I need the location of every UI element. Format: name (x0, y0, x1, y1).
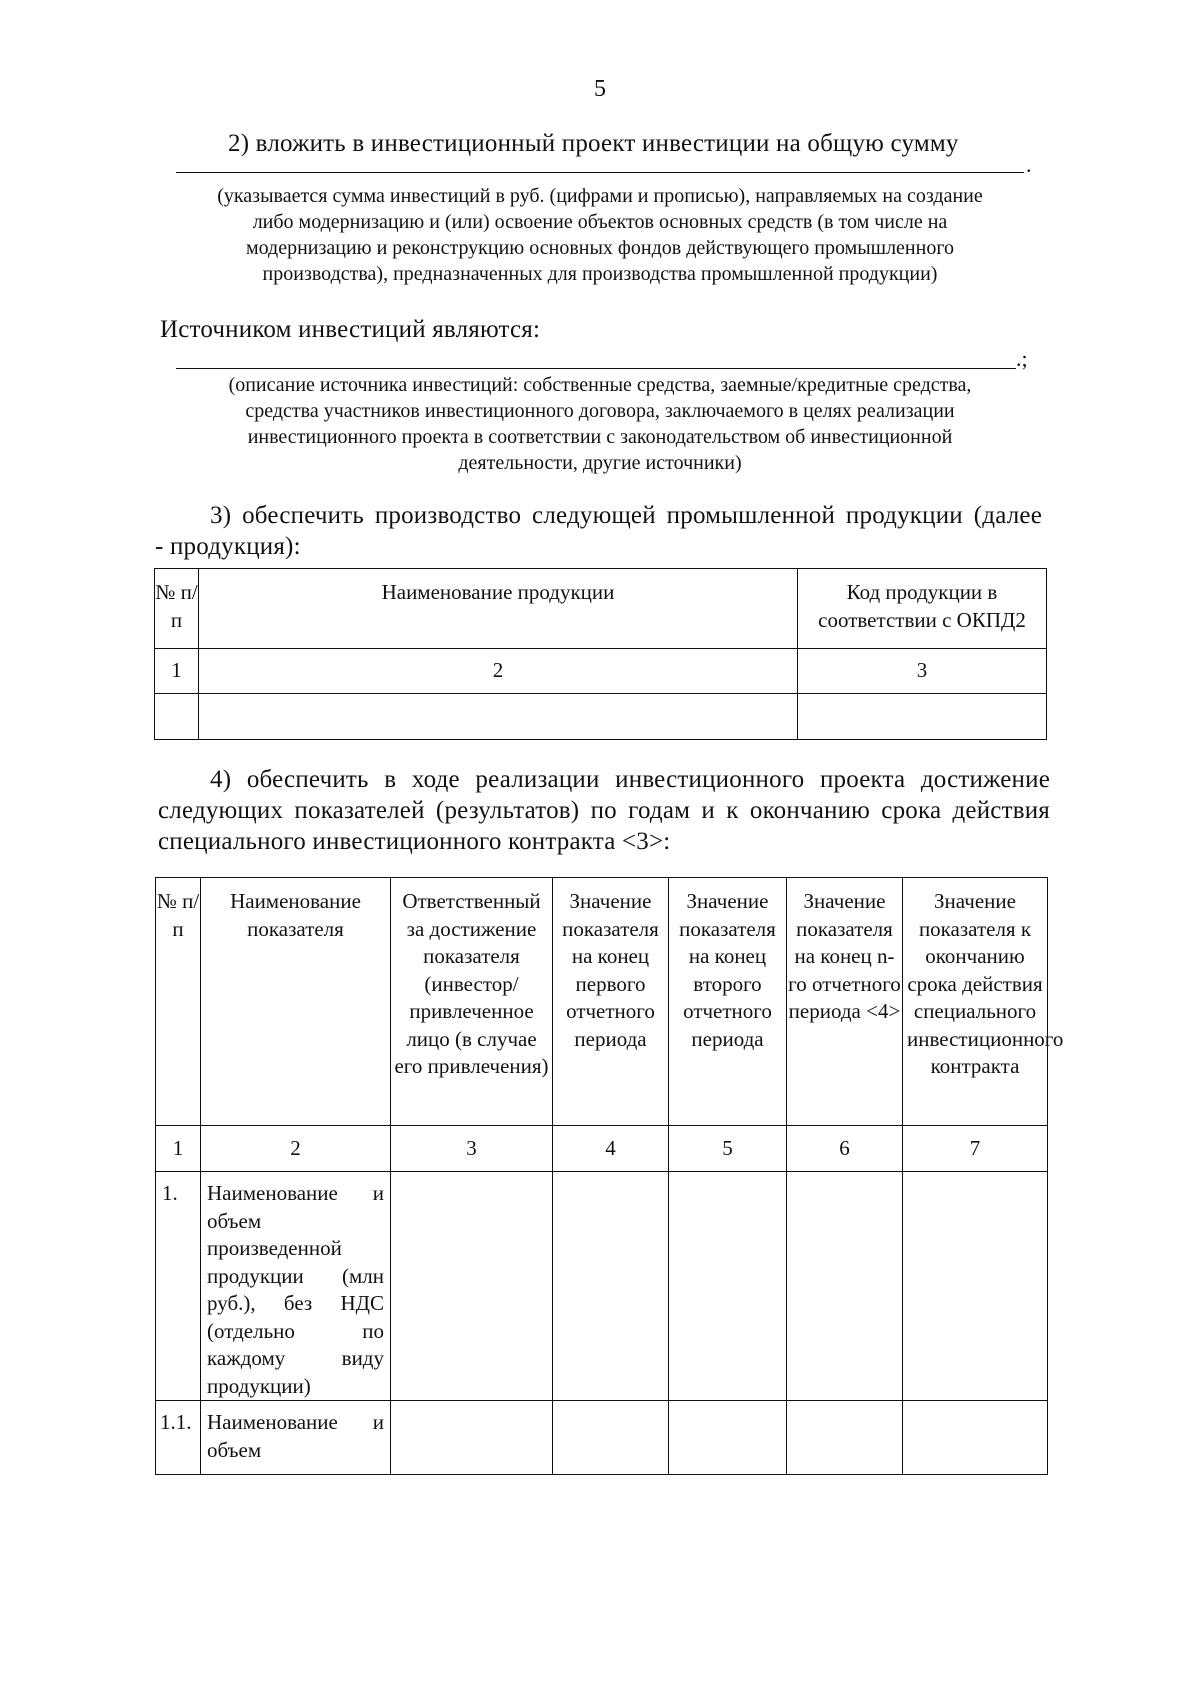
note-line: (указывается сумма инвестиций в руб. (цифрами и прописью), направляемых на создание (217, 185, 983, 207)
note-line: инвестиционного проекта в соответствии с законодательством об инвестиционной (247, 426, 953, 448)
header-cell: № п/п (156, 878, 201, 1126)
sources-line-end: .; (1016, 346, 1028, 371)
column-number-cell: 3 (391, 1126, 553, 1172)
investment-amount-line (176, 172, 1024, 173)
header-cell: Код продукции в соответствии с ОКПД2 (798, 569, 1047, 649)
note-line: либо модернизацию и (или) освоение объектов основных средств (в том числе на (252, 211, 948, 233)
empty-cell (903, 1172, 1048, 1401)
row-number-cell: 1. (156, 1172, 201, 1401)
empty-cell (903, 1401, 1048, 1475)
empty-cell (391, 1401, 553, 1475)
column-number-cell: 1 (155, 649, 199, 694)
column-number-cell: 5 (669, 1126, 787, 1172)
investment-amount-note (150, 183, 1050, 287)
empty-cell (669, 1172, 787, 1401)
header-cell: Наименование показателя (201, 878, 391, 1126)
note-line: деятельности, другие источники) (458, 452, 742, 474)
column-number-cell: 6 (787, 1126, 903, 1172)
section3-line2: - продукция): (155, 533, 301, 560)
section4-line2: следующих показателей (результатов) по годам и к окончанию срока действия (158, 797, 1050, 824)
header-cell: Значение показателя на конец первого отчетного периода (553, 878, 669, 1126)
empty-cell (787, 1172, 903, 1401)
sources-note (150, 372, 1050, 476)
indicator-name-cell: Наименование и объем произведенной продукции (млн руб.), без НДС (отдельно по каждому виду продукции) (201, 1172, 391, 1401)
header-cell: Значение показателя на конец второго отчетного периода (669, 878, 787, 1126)
page-number: 5 (594, 76, 606, 102)
empty-cell (787, 1401, 903, 1475)
sources-text: Источником инвестиций являются: (160, 316, 541, 343)
indicators-table (155, 877, 1064, 1475)
sources-line (176, 368, 1016, 369)
header-cell: Наименование продукции (199, 569, 798, 649)
indicator-name-cell: Наименование и объем (201, 1401, 391, 1475)
empty-cell (553, 1401, 669, 1475)
note-line: средства участников инвестиционного договора, заключаемого в целях реализации (245, 400, 955, 422)
header-cell: № п/п (155, 569, 199, 649)
note-line: (описание источника инвестиций: собственные средства, заемные/кредитные средства, (228, 374, 972, 396)
column-number-cell: 3 (798, 649, 1047, 694)
empty-cell (669, 1401, 787, 1475)
empty-cell (199, 694, 798, 740)
row-number-cell: 1.1. (156, 1401, 201, 1475)
column-number-cell: 7 (903, 1126, 1048, 1172)
investment-amount-line-end: . (1026, 152, 1032, 177)
column-number-cell: 2 (201, 1126, 391, 1172)
note-line: производства), предназначенных для производства промышленной продукции) (262, 263, 938, 285)
products-table (154, 568, 1047, 740)
section3-line1: 3) обеспечить производство следующей промышленной продукции (далее (210, 502, 1042, 529)
column-number-cell: 2 (199, 649, 798, 694)
header-cell: Ответственный за достижение показателя (инвестор/привлеченное лицо (в случае его привлечения) (391, 878, 553, 1126)
header-cell: Значение показателя на конец n-го отчетного периода <4> (787, 878, 903, 1126)
empty-cell (391, 1172, 553, 1401)
empty-cell (553, 1172, 669, 1401)
section2-text: 2) вложить в инвестиционный проект инвестиции на общую сумму (228, 130, 959, 157)
header-cell: Значение показателя к окончанию срока действия специального инвестиционного контракта (903, 878, 1048, 1126)
column-number-cell: 1 (156, 1126, 201, 1172)
section4-line1: 4) обеспечить в ходе реализации инвестиционного проекта достижение (210, 766, 1050, 793)
column-number-cell: 4 (553, 1126, 669, 1172)
section4-line3: специального инвестиционного контракта <3>: (158, 828, 671, 855)
empty-cell (155, 694, 199, 740)
note-line: модернизацию и реконструкцию основных фондов действующего промышленного (245, 237, 955, 259)
empty-cell (798, 694, 1047, 740)
